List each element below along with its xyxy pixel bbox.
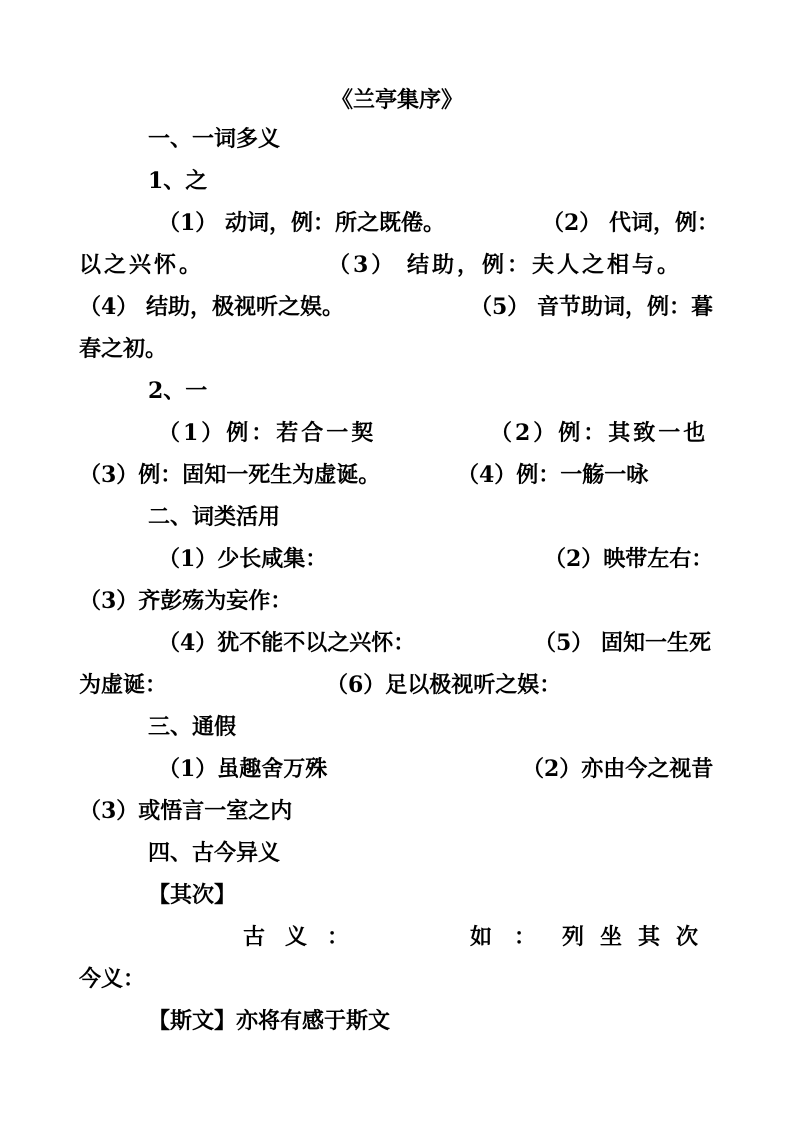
wc-item-5: （5） 固知一生死 [534, 630, 711, 656]
loan-item-3: （3）或悟言一室之内 [79, 798, 293, 824]
section-heading-word-class: 二、词类活用 [148, 504, 281, 530]
zhi-item-3: （3） 结助，例：夫人之相与。 [328, 252, 682, 278]
section-heading-ancient-modern: 四、古今异义 [148, 840, 281, 866]
qici-example: 列坐其次 [562, 924, 715, 950]
term-siwen: 【斯文】亦将有感于斯文 [148, 1008, 391, 1034]
qici-modern-label: 今义： [79, 966, 146, 992]
zhi-item-2: （2） 代词，例： [542, 210, 719, 236]
wc-item-6: （6）足以极视听之娱： [326, 672, 562, 698]
yi-item-1: （1）例：若合一契 [158, 420, 377, 446]
term-qici: 【其次】 [148, 882, 237, 908]
wc-item-4: （4）犹不能不以之兴怀： [158, 630, 416, 656]
wc-item-2: （2）映带左右： [544, 546, 714, 572]
wc-item-5-cont: 为虚诞： [79, 672, 168, 698]
qici-ancient-label: 古义： [243, 924, 370, 950]
yi-item-4: （4）例：一觞一咏 [457, 462, 649, 488]
page-title: 《兰亭集序》 [330, 87, 463, 113]
word-heading-yi: 2、一 [148, 378, 208, 404]
wc-item-3: （3）齐彭殇为妄作： [79, 588, 293, 614]
zhi-item-5: （5） 音节助词，例：暮 [470, 294, 713, 320]
loan-item-1: （1）虽趣舍万殊 [158, 756, 328, 782]
zhi-item-5-cont: 春之初。 [79, 336, 168, 362]
word-heading-zhi: 1、之 [148, 168, 208, 194]
loan-item-2: （2）亦由今之视昔 [522, 756, 714, 782]
section-heading-polysemy: 一、一词多义 [148, 126, 281, 152]
zhi-item-2-cont: 以之兴怀。 [79, 252, 205, 278]
section-heading-loan-chars: 三、通假 [148, 714, 237, 740]
yi-item-3: （3）例：固知一死生为虚诞。 [79, 462, 381, 488]
qici-example-label: 如： [470, 924, 559, 950]
yi-item-2: （2）例：其致一也 [490, 420, 709, 446]
wc-item-1: （1）少长咸集： [158, 546, 328, 572]
zhi-item-4: （4） 结助，极视听之娱。 [79, 294, 344, 320]
zhi-item-1: （1） 动词，例：所之既倦。 [158, 210, 445, 236]
